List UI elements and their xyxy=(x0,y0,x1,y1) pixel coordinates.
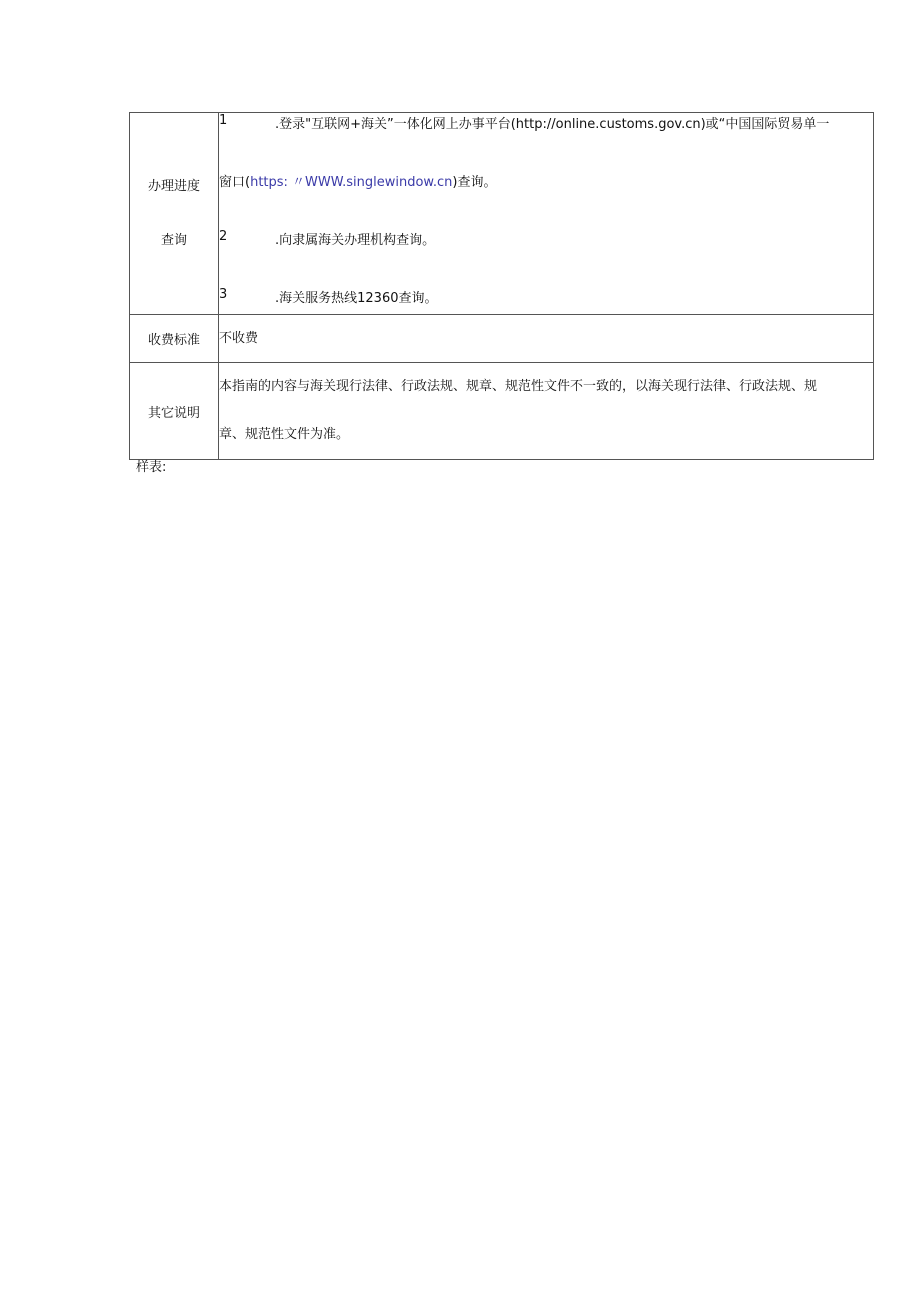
other-notes-content xyxy=(219,363,874,460)
fee-standard-row xyxy=(130,315,874,363)
progress-query-content xyxy=(219,113,874,315)
fee-standard-text: 不收费 xyxy=(219,330,259,346)
progress-item-2-number: 2 xyxy=(219,229,228,244)
other-notes-line1: 本指南的内容与海关现行法律、行政法规、规章、规范性文件不一致的，以海关现行法律、行政法规、规 xyxy=(219,379,818,394)
guide-table xyxy=(129,112,874,460)
spacer xyxy=(219,198,873,229)
progress-item-1 xyxy=(219,113,873,140)
progress-item-3-number: 3 xyxy=(219,287,228,302)
fee-standard-value xyxy=(219,315,874,363)
progress-query-label-line1: 办理进度 xyxy=(147,178,200,194)
progress-item-1-number: 1 xyxy=(219,113,228,128)
progress-item-2-text: .向隶属海关办理机构查询。 xyxy=(275,233,436,248)
singlewindow-link[interactable]: https: 〃WWW.singlewindow.cn xyxy=(250,175,453,190)
progress-item-3 xyxy=(219,287,873,314)
spacer xyxy=(219,140,873,171)
progress-item-1-window-prefix: 窗口( xyxy=(219,175,251,190)
sample-form-label: 样表: xyxy=(136,460,167,475)
progress-query-label-line2: 查询 xyxy=(160,232,187,248)
progress-item-1-suffix: )查询。 xyxy=(452,175,497,190)
progress-item-3-text: .海关服务热线12360查询。 xyxy=(275,291,438,306)
progress-item-2 xyxy=(219,229,873,256)
progress-query-label-cell xyxy=(130,113,219,315)
other-notes-row xyxy=(130,363,874,460)
progress-item-1-text: .登录"互联网+海关”一体化网上办事平台(http://online.customs.gov.cn)或“中国国际贸易单一 xyxy=(275,117,830,132)
progress-item-1-continuation xyxy=(219,171,873,198)
other-notes-line2: 章、规范性文件为准。 xyxy=(219,427,350,442)
other-notes-label: 其它说明 xyxy=(130,363,219,460)
fee-standard-label: 收费标准 xyxy=(130,315,219,363)
progress-query-row xyxy=(130,113,874,315)
spacer xyxy=(219,256,873,287)
